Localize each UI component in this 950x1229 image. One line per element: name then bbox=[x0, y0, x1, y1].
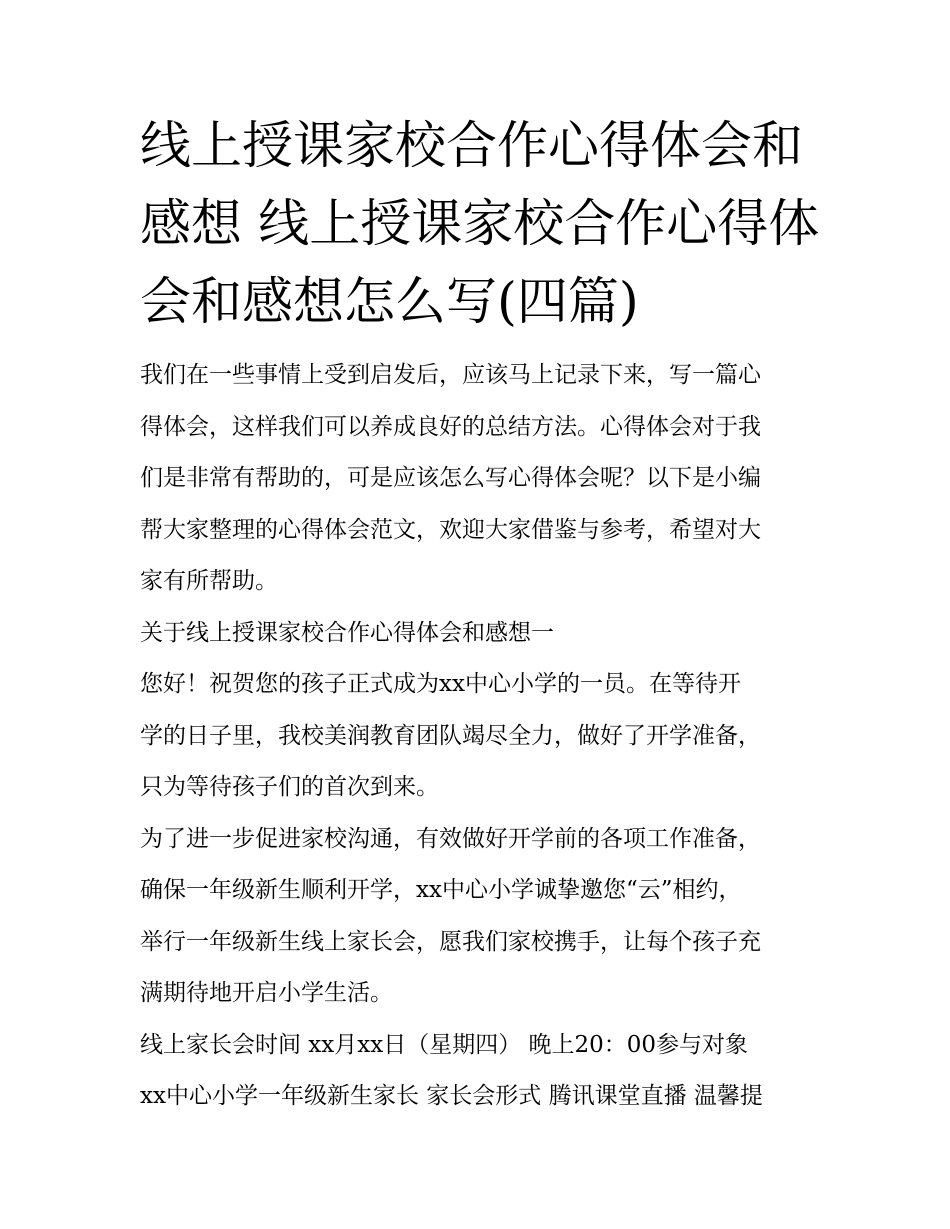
paragraph-greeting bbox=[140, 659, 812, 814]
section-heading: 关于线上授课家校合作心得体会和感想一 bbox=[140, 619, 554, 646]
text-line: 线上家长会时间 xx月xx日（星期四） 晚上20：00参与对象 bbox=[140, 1031, 749, 1058]
title-line: 会和感想怎么写(四篇) bbox=[140, 273, 639, 332]
text-line: 们是非常有帮助的，可是应该怎么写心得体会呢？以下是小编 bbox=[140, 465, 761, 491]
title-line: 线上授课家校合作心得体会和 bbox=[140, 117, 804, 176]
text-line: 满期待地开启小学生活。 bbox=[140, 980, 393, 1006]
text-line: 学的日子里，我校美润教育团队竭尽全力，做好了开学准备， bbox=[140, 722, 761, 749]
text-line: 帮大家整理的心得体会范文，欢迎大家借鉴与参考，希望对大 bbox=[140, 516, 761, 543]
text-line: 得体会，这样我们可以养成良好的总结方法。心得体会对于我 bbox=[140, 413, 761, 440]
text-line: 举行一年级新生线上家长会，愿我们家校携手，让每个孩子充 bbox=[140, 928, 761, 955]
text-line: 为了进一步促进家校沟通，有效做好开学前的各项工作准备， bbox=[140, 825, 761, 852]
title-line: 感想 线上授课家校合作心得体 bbox=[140, 195, 820, 254]
intro-paragraph bbox=[140, 350, 812, 608]
document-page bbox=[140, 108, 820, 1123]
text-line: xx中心小学一年级新生家长 家长会形式 腾讯课堂直播 温馨提 bbox=[140, 1083, 763, 1109]
text-line: 我们在一些事情上受到启发后，应该马上记录下来，写一篇心 bbox=[140, 362, 761, 388]
paragraph-invitation bbox=[140, 814, 812, 1020]
text-line: 家有所帮助。 bbox=[140, 568, 278, 594]
paragraph-meeting-details bbox=[140, 1020, 812, 1123]
text-line: 只为等待孩子们的首次到来。 bbox=[140, 774, 439, 800]
document-title bbox=[140, 108, 820, 342]
text-line: 您好！祝贺您的孩子正式成为xx中心小学的一员。在等待开 bbox=[140, 671, 741, 697]
text-line: 确保一年级新生顺利开学，xx中心小学诚挚邀您“云”相约， bbox=[140, 877, 742, 903]
